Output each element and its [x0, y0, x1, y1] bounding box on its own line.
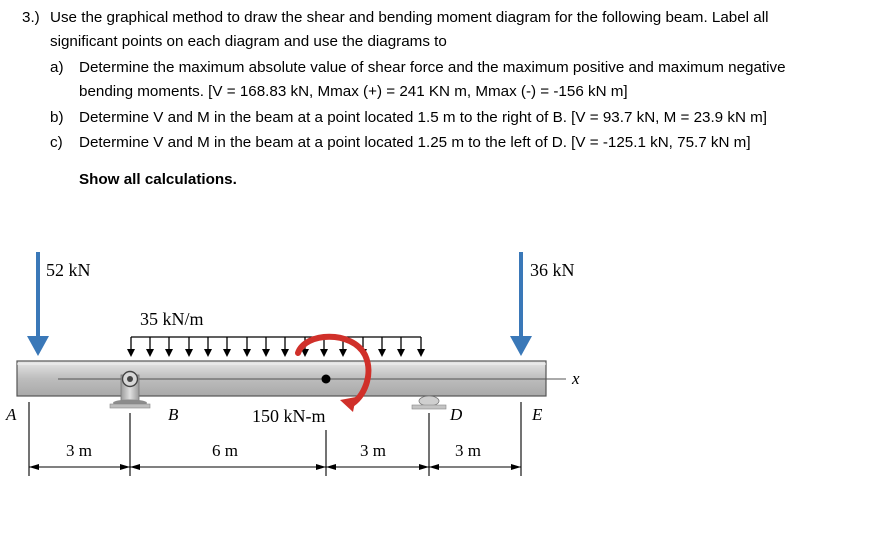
x-axis-label: x	[572, 369, 580, 388]
dimension-label-cd: 3 m	[360, 441, 386, 460]
load-left-label: 52 kN	[46, 260, 91, 280]
part-a-line-1: Determine the maximum absolute value of shear force and the maximum positive and maximum negative	[79, 59, 786, 76]
point-c-dot	[322, 375, 331, 384]
dimension-label-ab: 3 m	[66, 441, 92, 460]
part-b-label: b)	[50, 109, 64, 126]
part-c-text: Determine V and M in the beam at a point located 1.25 m to the left of D. [V = -125.1 kN, 75.7 kN m]	[79, 134, 751, 151]
load-arrow-right	[510, 252, 532, 356]
dimension-label-de: 3 m	[455, 441, 481, 460]
part-b-text: Determine V and M in the beam at a point located 1.5 m to the right of B. [V = 93.7 kN, M = 23.9 kN m]	[79, 109, 768, 126]
point-b-label: B	[168, 405, 179, 424]
distributed-load-label: 35 kN/m	[140, 309, 204, 329]
show-calculations-note: Show all calculations.	[79, 171, 237, 188]
dimension-line	[29, 464, 521, 470]
distributed-load	[127, 337, 425, 357]
intro-line-1: Use the graphical method to draw the shear and bending moment diagram for the following beam. Label all	[50, 9, 769, 26]
point-e-label: E	[532, 405, 543, 424]
moment-label: 150 kN-m	[252, 406, 326, 426]
part-c-label: c)	[50, 134, 63, 151]
problem-number: 3.)	[22, 9, 40, 26]
dimension-label-bc: 6 m	[212, 441, 238, 460]
load-right-label: 36 kN	[530, 260, 575, 280]
point-d-label: D	[450, 405, 463, 424]
beam	[17, 361, 565, 396]
part-a-label: a)	[50, 59, 64, 76]
roller-support-d	[412, 396, 446, 409]
intro-line-2: significant points on each diagram and use the diagrams to	[50, 33, 447, 50]
point-a-label: A	[6, 405, 17, 424]
part-a-line-2: bending moments. [V = 168.83 kN, Mmax (+) = 241 KN m, Mmax (-) = -156 kN m]	[79, 83, 628, 100]
